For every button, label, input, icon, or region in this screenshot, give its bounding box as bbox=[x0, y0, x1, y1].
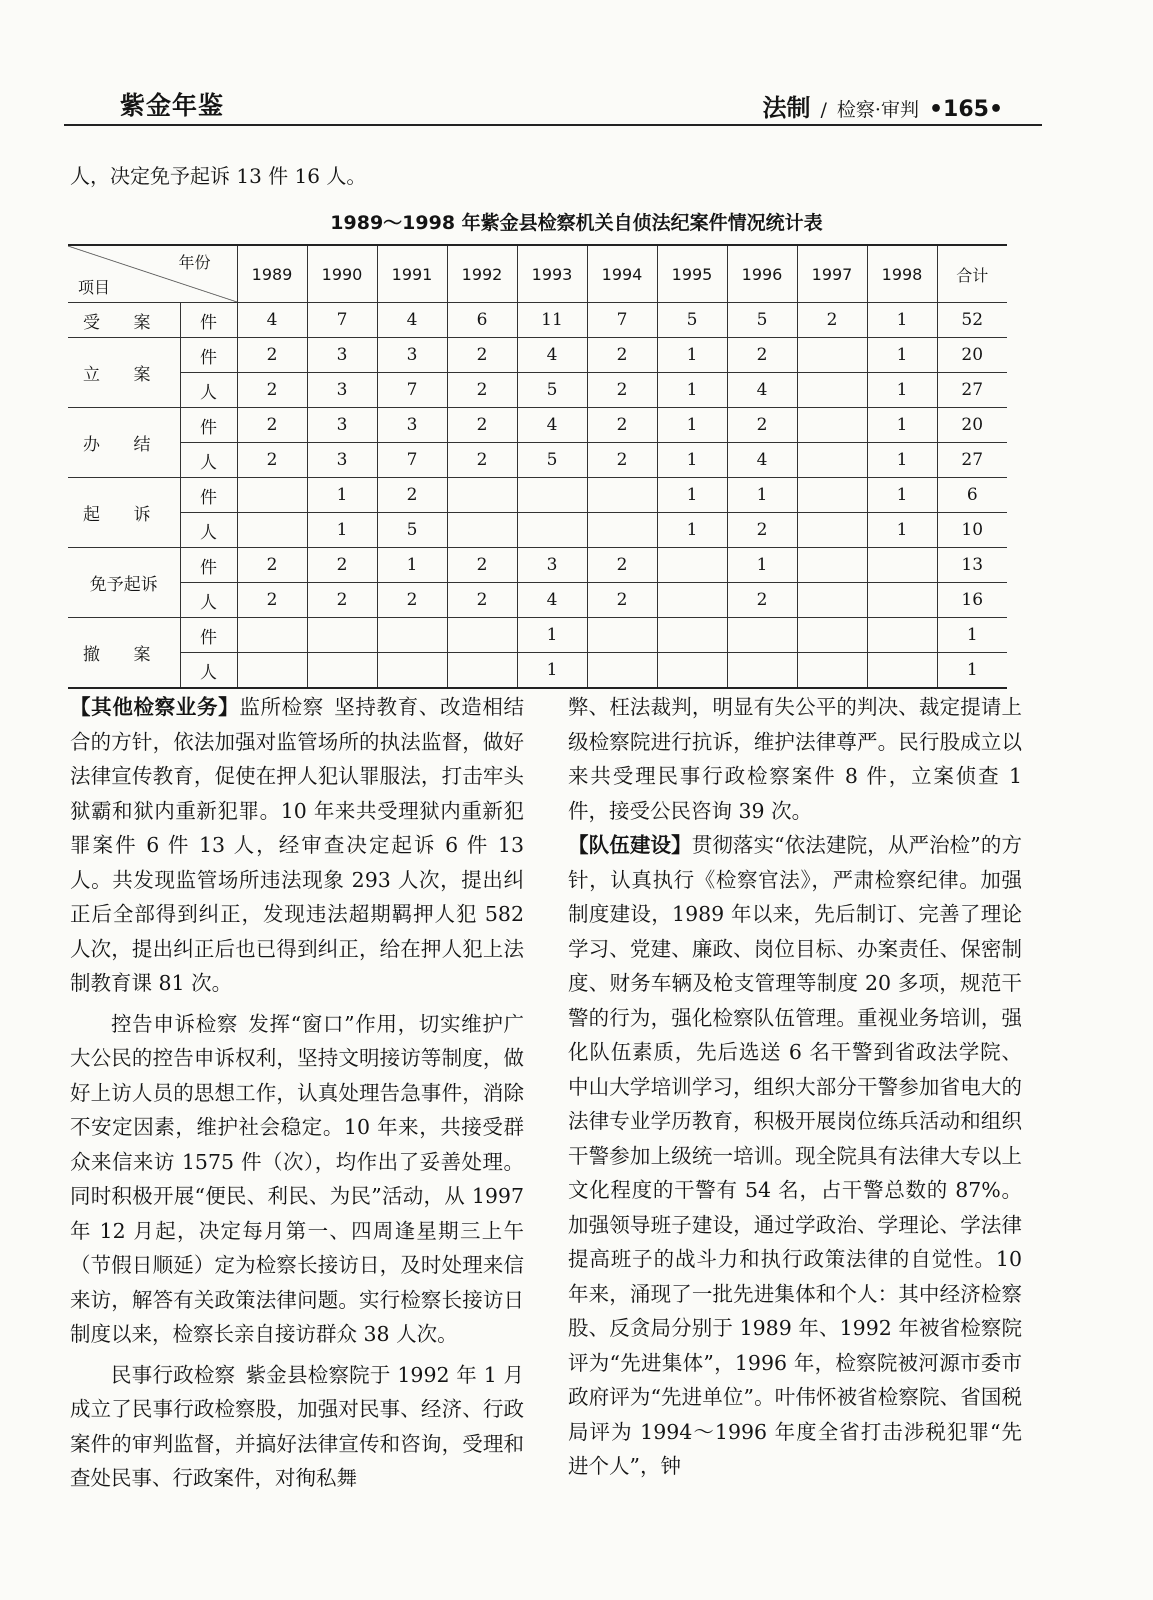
table-cell: 1 bbox=[657, 373, 727, 408]
table-cell bbox=[377, 653, 447, 689]
table-cell: 1 bbox=[307, 478, 377, 513]
table-cell: 4 bbox=[517, 338, 587, 373]
table-cell: 1 bbox=[867, 443, 937, 478]
row-unit: 件 bbox=[180, 338, 237, 373]
table-cell bbox=[797, 408, 867, 443]
header-year-label: 年份 bbox=[178, 253, 211, 272]
column-header: 1997 bbox=[797, 245, 867, 303]
paragraph-text: 弊、枉法裁判，明显有失公平的判决、裁定提请上级检察院进行抗诉，维护法律尊严。民行股成立以来共受理民事行政检察案件 8 件，立案侦查 1 件，接受公民咨询 39 次。 bbox=[568, 695, 1022, 823]
table-row bbox=[68, 303, 1007, 338]
row-unit: 人 bbox=[180, 583, 237, 618]
table-cell bbox=[237, 478, 307, 513]
table-row bbox=[68, 408, 1007, 443]
table-cell: 2 bbox=[377, 478, 447, 513]
table-cell: 2 bbox=[237, 338, 307, 373]
header-rule bbox=[64, 124, 1042, 126]
total-cell: 10 bbox=[937, 513, 1007, 548]
row-category: 撤 案 bbox=[68, 618, 180, 689]
right-column bbox=[568, 690, 1022, 1484]
paragraph bbox=[568, 690, 1022, 828]
table-row bbox=[68, 618, 1007, 653]
table-cell: 5 bbox=[657, 303, 727, 338]
row-unit: 人 bbox=[180, 653, 237, 689]
row-unit: 人 bbox=[180, 373, 237, 408]
table-cell: 4 bbox=[377, 303, 447, 338]
table-cell bbox=[587, 653, 657, 689]
lead-text: 人，决定免予起诉 13 件 16 人。 bbox=[70, 164, 367, 188]
column-header: 1992 bbox=[447, 245, 517, 303]
table-cell: 1 bbox=[657, 478, 727, 513]
table-cell: 3 bbox=[517, 548, 587, 583]
table-cell bbox=[307, 618, 377, 653]
total-cell: 27 bbox=[937, 373, 1007, 408]
table-row bbox=[68, 583, 1007, 618]
table-cell: 3 bbox=[307, 338, 377, 373]
header-item-label: 项目 bbox=[78, 278, 111, 297]
column-header: 1994 bbox=[587, 245, 657, 303]
table-row bbox=[68, 653, 1007, 689]
table-cell bbox=[237, 618, 307, 653]
row-unit: 件 bbox=[180, 618, 237, 653]
table-cell: 2 bbox=[727, 513, 797, 548]
subheading: 监所检察 bbox=[239, 695, 324, 719]
table-cell: 3 bbox=[307, 443, 377, 478]
table-cell bbox=[377, 618, 447, 653]
row-unit: 件 bbox=[180, 408, 237, 443]
table-cell: 1 bbox=[867, 478, 937, 513]
row-category: 起 诉 bbox=[68, 478, 180, 548]
section-heading: 【队伍建设】 bbox=[568, 833, 692, 857]
total-cell: 20 bbox=[937, 338, 1007, 373]
table-cell: 1 bbox=[727, 548, 797, 583]
paragraph bbox=[70, 1007, 524, 1352]
table-cell: 2 bbox=[587, 583, 657, 618]
table-cell: 2 bbox=[447, 443, 517, 478]
column-header: 1993 bbox=[517, 245, 587, 303]
table-cell: 7 bbox=[587, 303, 657, 338]
table-cell: 2 bbox=[587, 338, 657, 373]
table-cell bbox=[797, 548, 867, 583]
table-cell: 1 bbox=[867, 408, 937, 443]
table-cell: 1 bbox=[657, 513, 727, 548]
table-cell bbox=[867, 583, 937, 618]
column-header: 合计 bbox=[937, 245, 1007, 303]
table-cell bbox=[587, 513, 657, 548]
row-unit: 人 bbox=[180, 513, 237, 548]
table-cell bbox=[797, 513, 867, 548]
table-title: 1989～1998 年紫金县检察机关自侦法纪案件情况统计表 bbox=[330, 212, 823, 234]
table-cell bbox=[797, 373, 867, 408]
total-cell: 1 bbox=[937, 618, 1007, 653]
table-cell: 2 bbox=[237, 548, 307, 583]
table-cell bbox=[517, 478, 587, 513]
table-cell: 4 bbox=[727, 443, 797, 478]
table-cell: 2 bbox=[447, 373, 517, 408]
column-header: 1990 bbox=[307, 245, 377, 303]
table-cell bbox=[657, 618, 727, 653]
table-cell: 2 bbox=[587, 408, 657, 443]
table-cell: 1 bbox=[867, 338, 937, 373]
statistics-table bbox=[68, 244, 1007, 689]
paragraph-text: 坚持教育、改造相结合的方针，依法加强对监管场所的执法监督，做好法律宣传教育，促使在押人犯认罪服法，打击牢头狱霸和狱内重新犯罪。10 年来共受理狱内重新犯罪案件 6 件 13 人，经审查决定起诉 6 件 13 人。共发现监管场所违法现象 293 人次，提出纠正后全部得到纠正，发现违法超期羁押人犯 582 人次，提出纠正后也已得到纠正，给在押人犯上法制教育课 81 次。 bbox=[70, 695, 525, 995]
table-cell bbox=[307, 653, 377, 689]
table-row bbox=[68, 373, 1007, 408]
subheading: 民事行政检察 bbox=[111, 1362, 236, 1387]
table-cell: 3 bbox=[377, 338, 447, 373]
table-cell: 4 bbox=[517, 408, 587, 443]
table-cell bbox=[727, 618, 797, 653]
table-cell: 1 bbox=[867, 303, 937, 338]
table-cell bbox=[587, 618, 657, 653]
column-header: 1998 bbox=[867, 245, 937, 303]
table-cell bbox=[447, 478, 517, 513]
row-category: 免予起诉 bbox=[68, 548, 180, 618]
left-column bbox=[70, 690, 524, 1496]
running-header bbox=[763, 88, 1004, 123]
table-cell bbox=[797, 618, 867, 653]
table-cell: 1 bbox=[657, 443, 727, 478]
table-row bbox=[68, 443, 1007, 478]
table-cell: 2 bbox=[377, 583, 447, 618]
table-cell bbox=[867, 618, 937, 653]
table-cell: 2 bbox=[237, 443, 307, 478]
table-cell: 4 bbox=[237, 303, 307, 338]
table-cell: 2 bbox=[587, 548, 657, 583]
table-corner-header bbox=[68, 245, 237, 303]
table-row bbox=[68, 548, 1007, 583]
table-cell bbox=[797, 653, 867, 689]
header-separator: / bbox=[820, 99, 827, 121]
table-cell: 2 bbox=[237, 583, 307, 618]
table-cell: 4 bbox=[727, 373, 797, 408]
total-cell: 16 bbox=[937, 583, 1007, 618]
table-cell bbox=[797, 338, 867, 373]
table-header-row bbox=[68, 245, 1007, 303]
table-row bbox=[68, 513, 1007, 548]
table-cell: 2 bbox=[447, 338, 517, 373]
table-cell: 2 bbox=[447, 583, 517, 618]
total-cell: 20 bbox=[937, 408, 1007, 443]
table-cell: 2 bbox=[727, 583, 797, 618]
table-cell: 2 bbox=[727, 408, 797, 443]
table-cell: 1 bbox=[657, 338, 727, 373]
table-cell bbox=[517, 513, 587, 548]
table-cell: 2 bbox=[587, 443, 657, 478]
table-cell: 2 bbox=[307, 548, 377, 583]
paragraph-text: 紫金县检察院于 1992 年 1 月成立了民事行政检察股，加强对民事、经济、行政案件的审判监督，并搞好法律宣传和咨询，受理和查处民事、行政案件，对徇私舞 bbox=[70, 1362, 525, 1490]
table-cell: 2 bbox=[447, 548, 517, 583]
table-cell: 1 bbox=[657, 408, 727, 443]
row-category: 立 案 bbox=[68, 338, 180, 408]
table-cell: 2 bbox=[587, 373, 657, 408]
row-unit: 件 bbox=[180, 303, 237, 338]
table-cell bbox=[797, 443, 867, 478]
table-cell: 5 bbox=[377, 513, 447, 548]
table-cell bbox=[237, 513, 307, 548]
table-cell bbox=[447, 653, 517, 689]
table-cell bbox=[797, 478, 867, 513]
table-row bbox=[68, 478, 1007, 513]
table-cell: 2 bbox=[727, 338, 797, 373]
paragraph-text: 发挥“窗口”作用，切实维护广大公民的控告申诉权利，坚持文明接访等制度，做好上访人员的思想工作，认真处理告急事件，消除不安定因素，维护社会稳定。10 年来，共接受群众来信来访 1575 件（次），均作出了妥善处理。同时积极开展“便民、利民、为民”活动，从 1997 年 12 月起，决定每月第一、四周逢星期三上午（节假日顺延）定为检察长接访日，及时处理来信来访，解答有关政策法律问题。实行检察长接访日制度以来，检察长亲自接访群众 38 人次。 bbox=[70, 1011, 525, 1346]
table-cell bbox=[237, 653, 307, 689]
paragraph bbox=[70, 1358, 524, 1496]
table-cell bbox=[727, 653, 797, 689]
table-cell bbox=[657, 583, 727, 618]
section-title: 法制 bbox=[762, 94, 811, 122]
table-cell: 1 bbox=[307, 513, 377, 548]
paragraph bbox=[70, 690, 524, 1001]
total-cell: 52 bbox=[937, 303, 1007, 338]
paragraph bbox=[568, 828, 1022, 1484]
table-cell: 3 bbox=[307, 408, 377, 443]
table-cell: 5 bbox=[517, 443, 587, 478]
table-cell bbox=[447, 618, 517, 653]
table-cell: 3 bbox=[377, 408, 447, 443]
table-cell bbox=[657, 548, 727, 583]
row-unit: 人 bbox=[180, 443, 237, 478]
table-cell: 2 bbox=[797, 303, 867, 338]
table-cell: 4 bbox=[517, 583, 587, 618]
subsection-title: 检察·审判 bbox=[836, 99, 919, 121]
table-cell: 11 bbox=[517, 303, 587, 338]
column-header: 1991 bbox=[377, 245, 447, 303]
table-cell: 5 bbox=[517, 373, 587, 408]
page-number: •165• bbox=[928, 97, 1003, 122]
row-category: 办 结 bbox=[68, 408, 180, 478]
subheading: 控告申诉检察 bbox=[111, 1011, 239, 1036]
table-cell: 1 bbox=[517, 618, 587, 653]
paragraph-text: 贯彻落实“依法建院，从严治检”的方针，认真执行《检察官法》，严肃检察纪律。加强制度建设，1989 年以来，先后制订、完善了理论学习、党建、廉政、岗位目标、办案责任、保密制度、财务车辆及枪支管理等制度 20 多项，规范干警的行为，强化检察队伍管理。重视业务培训，强化队伍素质，先后选送 6 名干警到省政法学院、中山大学培训学习，组织大部分干警参加省电大的法律专业学历教育，积极开展岗位练兵活动和组织干警参加上级统一培训。现全院具有法律大专以上文化程度的干警有 54 名，占干警总数的 87%。加强领导班子建设，通过学政治、学理论、学法律提高班子的战斗力和执行政策法律的自觉性。10 年来，涌现了一批先进集体和个人：其中经济检察股、反贪局分别于 1989 年、1992 年被省检察院评为“先进集体”，1996 年，检察院被河源市委市政府评为“先进单位”。叶伟怀被省检察院、省国税局评为 1994～1996 年度全省打击涉税犯罪“先进个人”，钟 bbox=[568, 833, 1023, 1478]
column-header: 1995 bbox=[657, 245, 727, 303]
table-cell bbox=[867, 653, 937, 689]
total-cell: 1 bbox=[937, 653, 1007, 689]
table-row bbox=[68, 338, 1007, 373]
table-cell: 2 bbox=[237, 373, 307, 408]
table-cell: 1 bbox=[867, 373, 937, 408]
table-cell: 1 bbox=[867, 513, 937, 548]
row-unit: 件 bbox=[180, 478, 237, 513]
table-cell bbox=[797, 583, 867, 618]
table-cell: 2 bbox=[307, 583, 377, 618]
table-cell bbox=[587, 478, 657, 513]
table-cell: 2 bbox=[237, 408, 307, 443]
table-cell: 1 bbox=[727, 478, 797, 513]
total-cell: 27 bbox=[937, 443, 1007, 478]
table-cell: 2 bbox=[447, 408, 517, 443]
table-cell: 7 bbox=[377, 373, 447, 408]
column-header: 1989 bbox=[237, 245, 307, 303]
table-cell: 6 bbox=[447, 303, 517, 338]
section-heading: 【其他检察业务】 bbox=[70, 695, 240, 719]
total-cell: 13 bbox=[937, 548, 1007, 583]
table-cell bbox=[447, 513, 517, 548]
table-cell bbox=[657, 653, 727, 689]
table-cell: 7 bbox=[377, 443, 447, 478]
table-cell: 7 bbox=[307, 303, 377, 338]
table-cell: 5 bbox=[727, 303, 797, 338]
total-cell: 6 bbox=[937, 478, 1007, 513]
table-cell: 1 bbox=[377, 548, 447, 583]
row-unit: 件 bbox=[180, 548, 237, 583]
table-cell: 1 bbox=[517, 653, 587, 689]
column-header: 1996 bbox=[727, 245, 797, 303]
book-title: 紫金年鉴 bbox=[120, 91, 225, 120]
table-cell: 3 bbox=[307, 373, 377, 408]
table-cell bbox=[867, 548, 937, 583]
row-category: 受 案 bbox=[68, 303, 180, 338]
